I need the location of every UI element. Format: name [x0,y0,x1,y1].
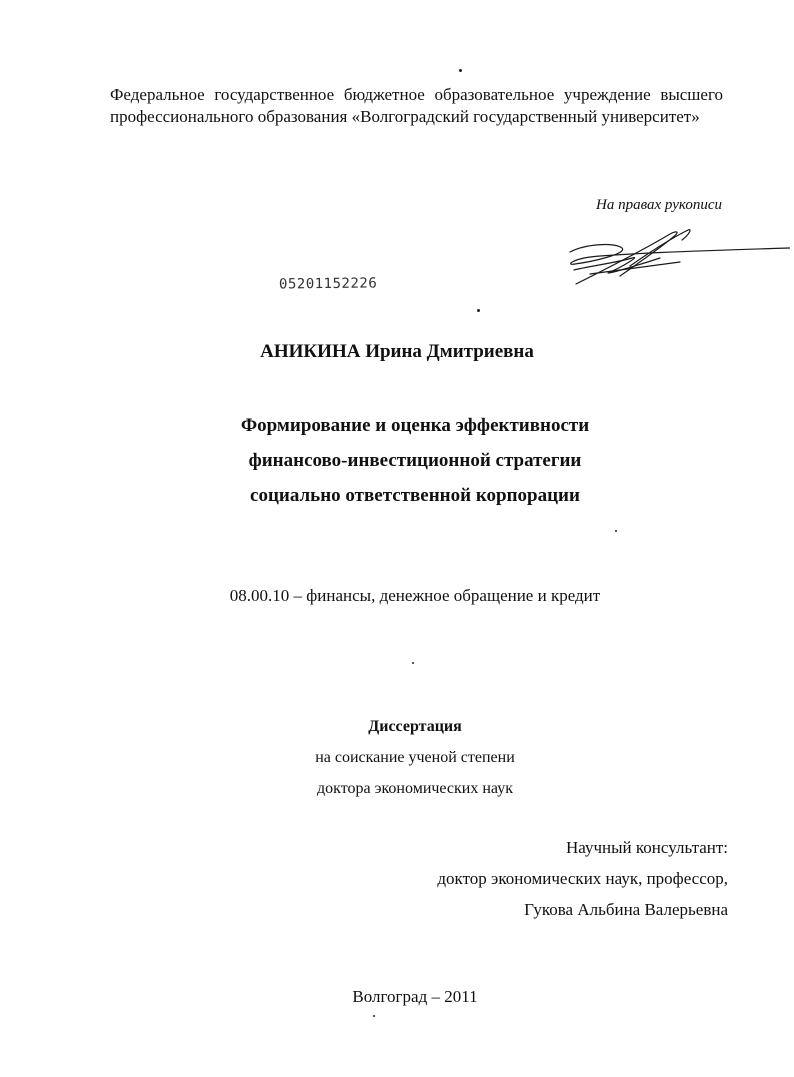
degree-block [0,711,794,804]
city-and-year: Волгоград – 2011 [352,987,478,1006]
advisor-name: Гукова Альбина Валерьевна [524,900,728,919]
handwritten-signature [560,222,790,292]
document-type: Диссертация [368,718,462,735]
dissertation-title [0,408,794,513]
scan-speck [459,69,462,72]
archive-number: 05201152226 [278,275,378,293]
author-name: АНИКИНА Ирина Дмитриевна [260,341,534,362]
scientific-advisor [437,832,728,925]
scan-speck [373,1015,375,1017]
scan-speck [477,309,480,312]
manuscript-rights-note: На правах рукописи [596,197,722,213]
title-line: финансово-инвестиционной стратегии [248,450,582,471]
advisor-role: Научный консультант: [566,838,728,857]
specialty-code: 08.00.10 – финансы, денежное обращение и кредит [229,586,601,605]
degree-line: доктора экономических наук [317,780,513,797]
institution-name: Федеральное государственное бюджетное образовательное учреждение высшего профессионального образования «Волгоградский государственный университет» [110,85,723,126]
advisor-rank: доктор экономических наук, профессор, [437,869,728,888]
title-line: Формирование и оценка эффективности [240,415,590,436]
title-line: социально ответственной корпорации [250,485,580,506]
scan-speck [615,530,617,532]
scan-speck [412,662,414,664]
degree-line: на соискание ученой степени [315,749,515,766]
